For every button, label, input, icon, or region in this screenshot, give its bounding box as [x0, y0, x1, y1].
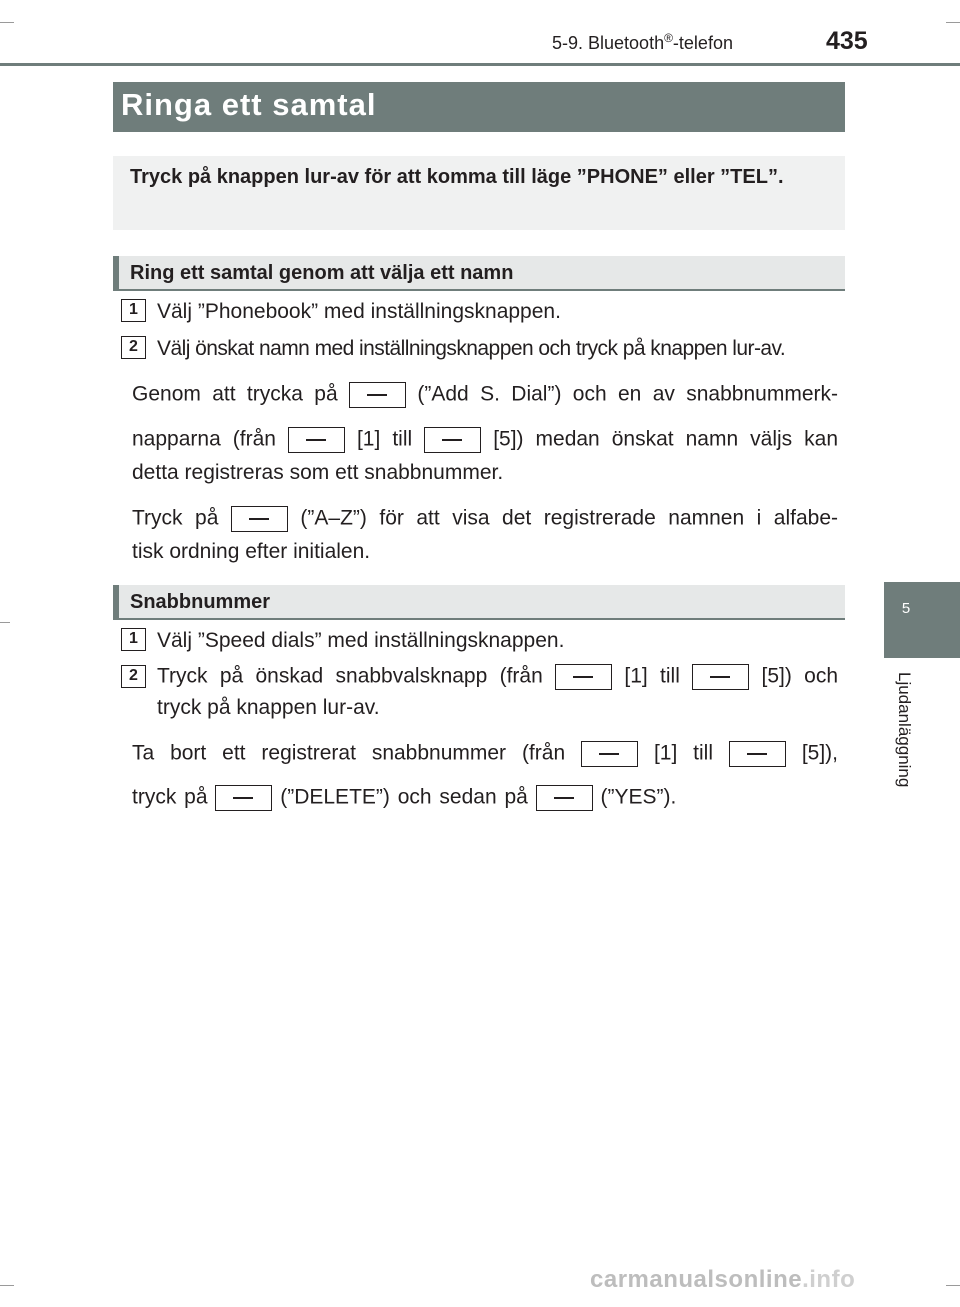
button-icon [692, 664, 749, 690]
step-text: tryck på knappen lur-av. [157, 696, 380, 719]
step-text: Välj önskat namn med inställningsknappen och tryck på knappen lur-av. [157, 337, 786, 360]
paragraph-line: napparna (från [1] till [5]) medan önskat namn väljs kan [132, 427, 838, 453]
page-number: 435 [826, 27, 868, 55]
paragraph-line: Tryck på (”A–Z”) för att visa det registrerade namnen i alfabe- [132, 506, 838, 532]
button-icon [555, 664, 612, 690]
section-heading: Snabbnummer [130, 591, 271, 613]
paragraph-line: detta registreras som ett snabbnummer. [132, 461, 504, 484]
header-rule [0, 63, 960, 66]
chapter-tab-number: 5 [901, 600, 911, 617]
button-icon [215, 785, 272, 811]
paragraph-line: tryck på (”DELETE”) och sedan på (”YES”). [132, 785, 676, 811]
step-text: Välj ”Phonebook” med inställningsknappen. [157, 300, 561, 323]
chapter-tab [884, 582, 960, 658]
paragraph-line: tisk ordning efter initialen. [132, 540, 371, 563]
step-text: Välj ”Speed dials” med inställningsknappen. [157, 629, 565, 652]
step-number: 2 [121, 336, 146, 359]
button-icon [536, 785, 593, 811]
step-number: 1 [121, 299, 146, 322]
button-icon [231, 506, 288, 532]
button-icon [349, 382, 406, 408]
page-title: Ringa ett samtal [121, 87, 377, 122]
paragraph-line: Genom att trycka på (”Add S. Dial”) och en av snabbnummerk- [132, 382, 838, 408]
step-number: 1 [121, 628, 146, 651]
intro-text: Tryck på knappen lur-av för att komma till läge ”PHONE” eller ”TEL”. [130, 166, 784, 188]
button-icon [288, 427, 345, 453]
section-heading: Ring ett samtal genom att välja ett namn [130, 262, 514, 284]
button-icon [729, 741, 786, 767]
watermark: carmanualsonline.info [590, 1266, 856, 1293]
button-icon [581, 741, 638, 767]
button-icon [424, 427, 481, 453]
chapter-title: 5-9. Bluetooth®-telefon [552, 31, 733, 53]
step-number: 2 [121, 665, 146, 688]
step-text: Tryck på önskad snabbvalsknapp (från [1] till [5]) och [157, 664, 838, 690]
paragraph-line: Ta bort ett registrerat snabbnummer (från [1] till [5]), [132, 741, 838, 767]
chapter-tab-label: Ljudanläggning [895, 672, 914, 788]
